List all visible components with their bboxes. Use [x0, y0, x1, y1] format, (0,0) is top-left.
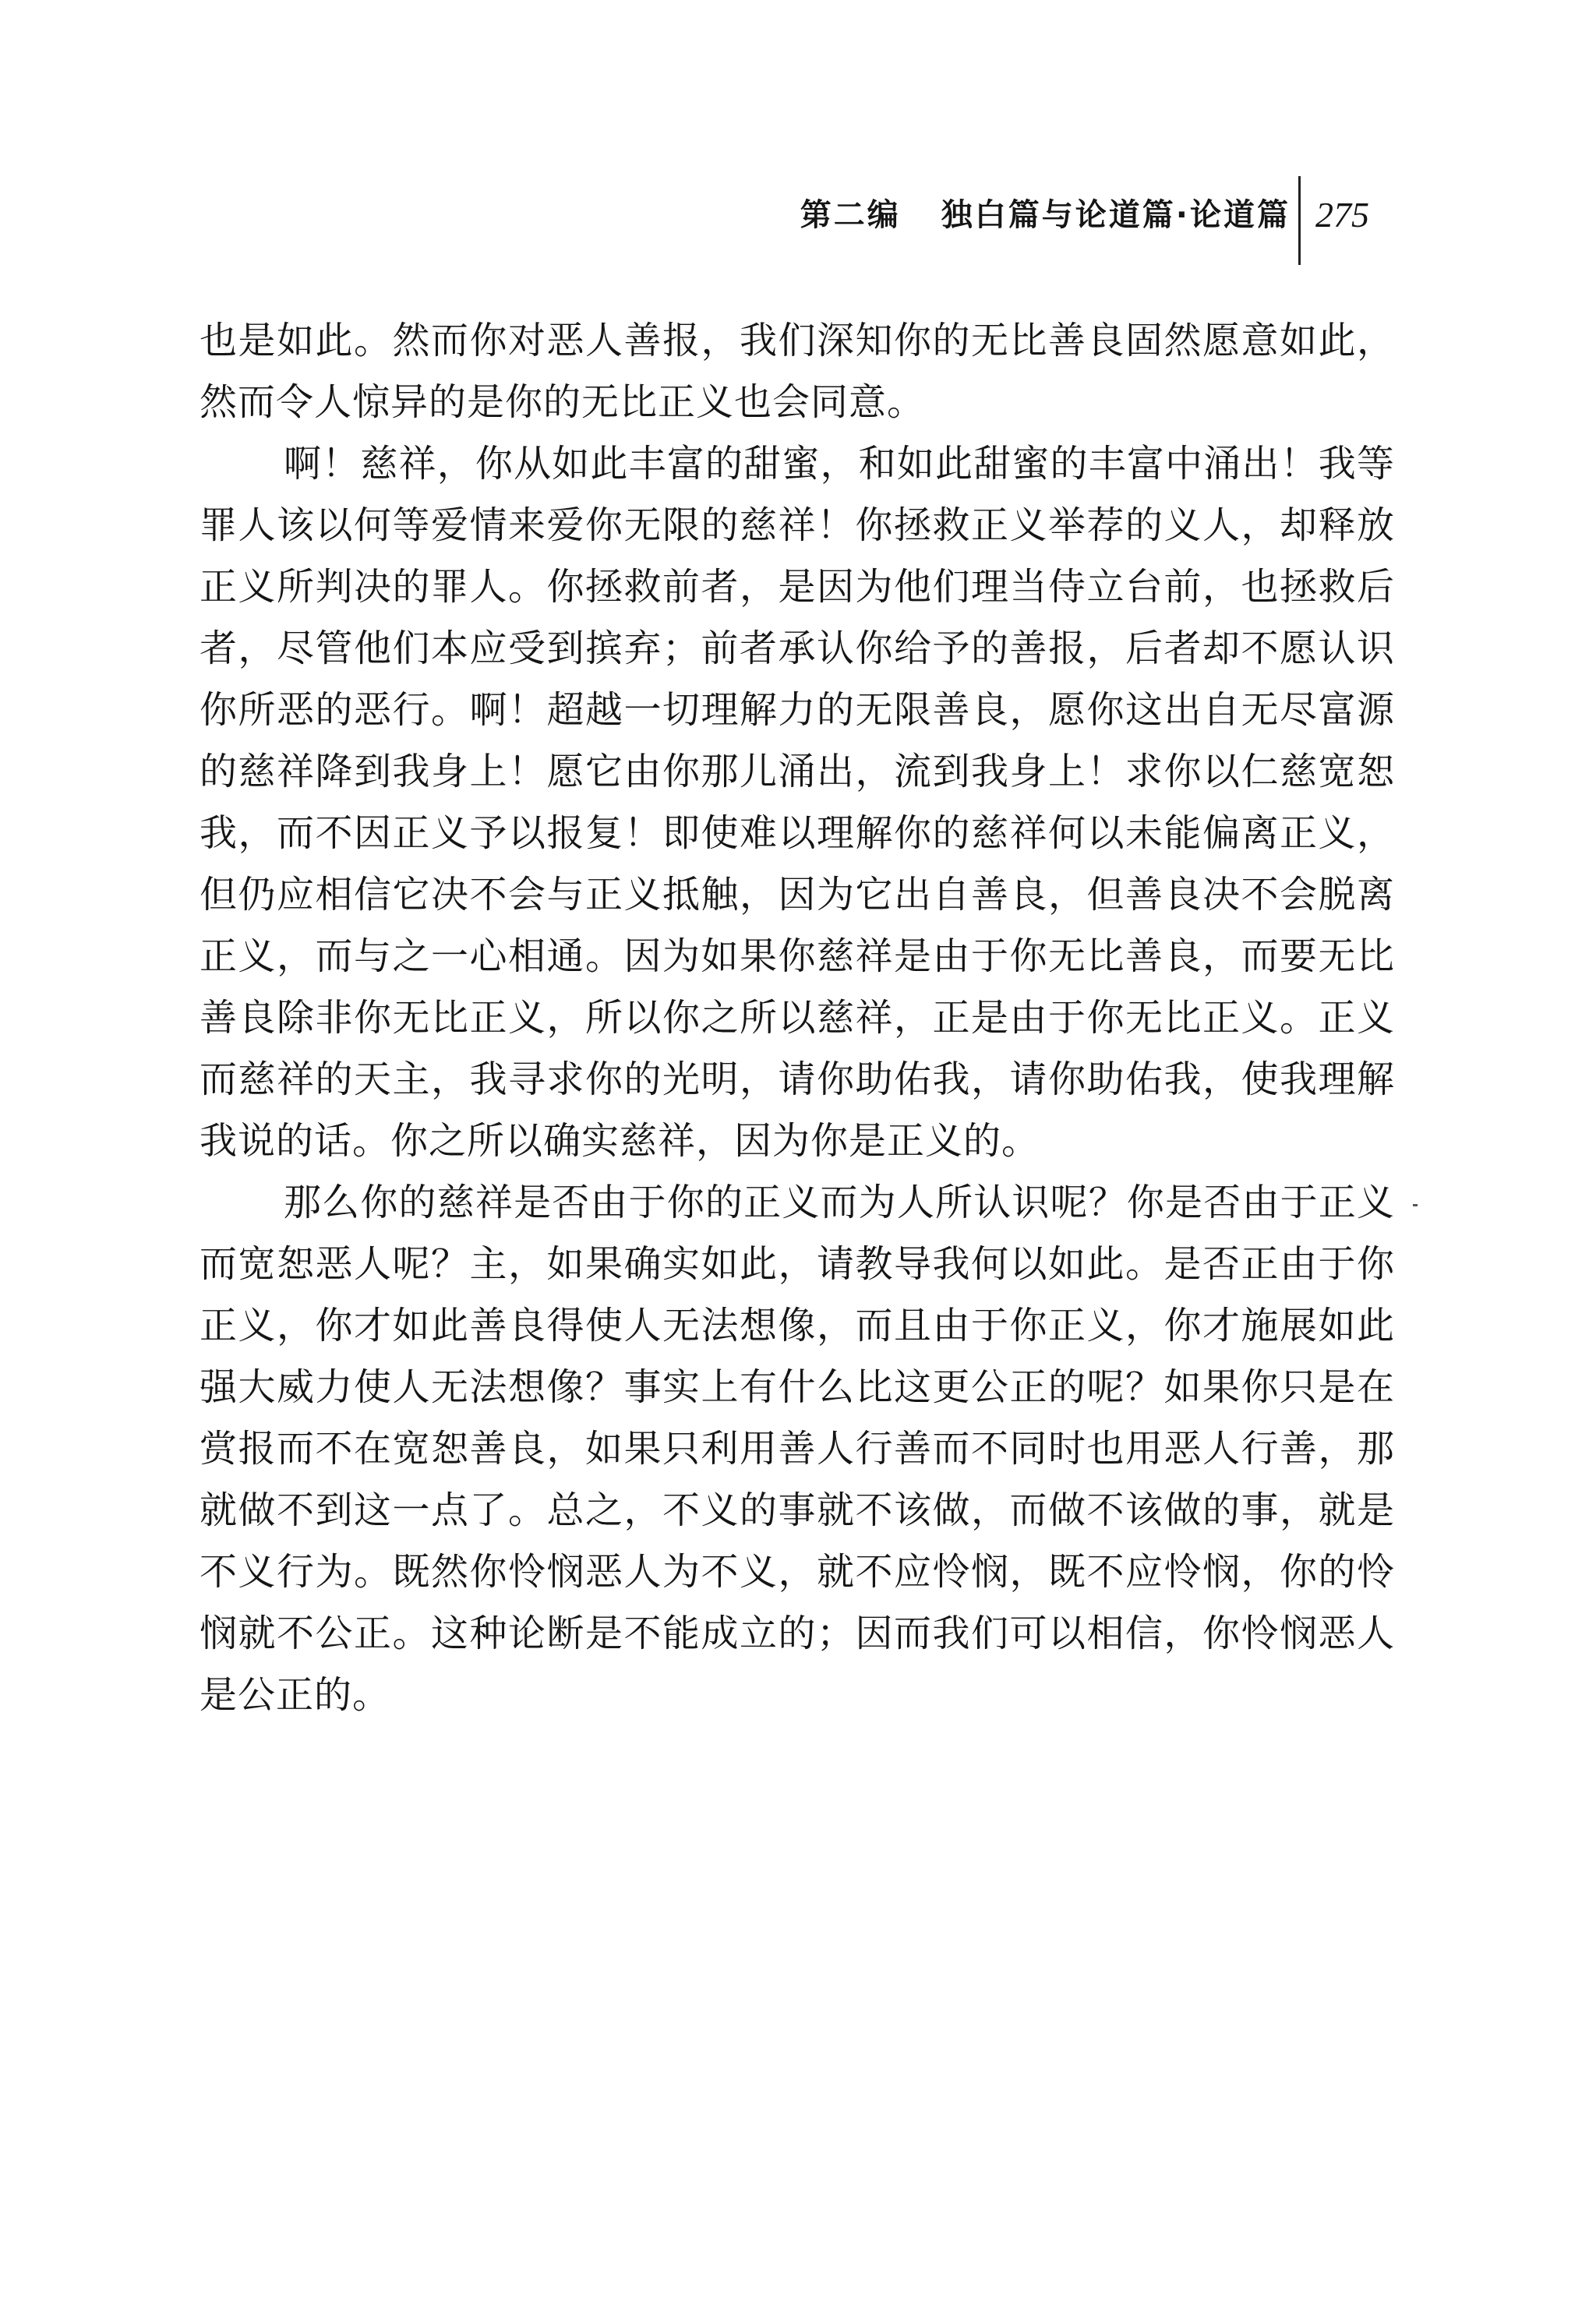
- paragraph-1: 也是如此。然而你对恶人善报，我们深知你的无比善良固然愿意如此，然而令人惊异的是你的无比正义也会同意。: [200, 319, 1395, 424]
- page-number: 275: [1315, 195, 1369, 235]
- running-head: [0, 193, 1291, 237]
- body-text: [200, 310, 1395, 1726]
- paragraph-2: 啊！慈祥，你从如此丰富的甜蜜，和如此甜蜜的丰富中涌出！我等罪人该以何等爱情来爱你无限的慈祥！你拯救正义举荐的义人，却释放正义所判决的罪人。你拯救前者，是因为他们理当侍立台前，也拯救后者，尽管他们本应受到摈弃；前者承认你给予的善报，后者却不愿认识你所恶的恶行。啊！超越一切理解力的无限善良，愿你这出自无尽富源的慈祥降到我身上！愿它由你那儿涌出，流到我身上！求你以仁慈宽恕我，而不因正义予以报复！即使难以理解你的慈祥何以未能偏离正义，但仍应相信它决不会与正义抵触，因为它出自善良，但善良决不会脱离正义，而与之一心相通。因为如果你慈祥是由于你无比善良，而要无比善良除非你无比正义，所以你之所以慈祥，正是由于你无比正义。正义而慈祥的天主，我寻求你的光明，请你助佑我，请你助佑我，使我理解我说的话。你之所以确实慈祥，因为你是正义的。: [200, 442, 1395, 1163]
- paragraph-3: 那么你的慈祥是否由于你的正义而为人所认识呢？你是否由于正义而宽恕恶人呢？主，如果确实如此，请教导我何以如此。是否正由于你正义，你才如此善良得使人无法想像，而且由于你正义，你才施展如此强大威力使人无法想像？事实上有什么比这更公正的呢？如果你只是在赏报而不在宽恕善良，如果只利用善人行善而不同时也用恶人行善，那就做不到这一点了。总之，不义的事就不该做，而做不该做的事，就是不义行为。既然你怜悯恶人为不义，就不应怜悯，既不应怜悯，你的怜悯就不公正。这种论断是不能成立的；因而我们可以相信，你怜悯恶人是公正的。: [200, 1181, 1395, 1717]
- header-divider: [1298, 176, 1301, 265]
- header-section: 独白篇与论道篇·论道篇: [941, 197, 1291, 233]
- stray-ink-mark: [1413, 1204, 1418, 1206]
- header-part: 第二编: [800, 197, 901, 233]
